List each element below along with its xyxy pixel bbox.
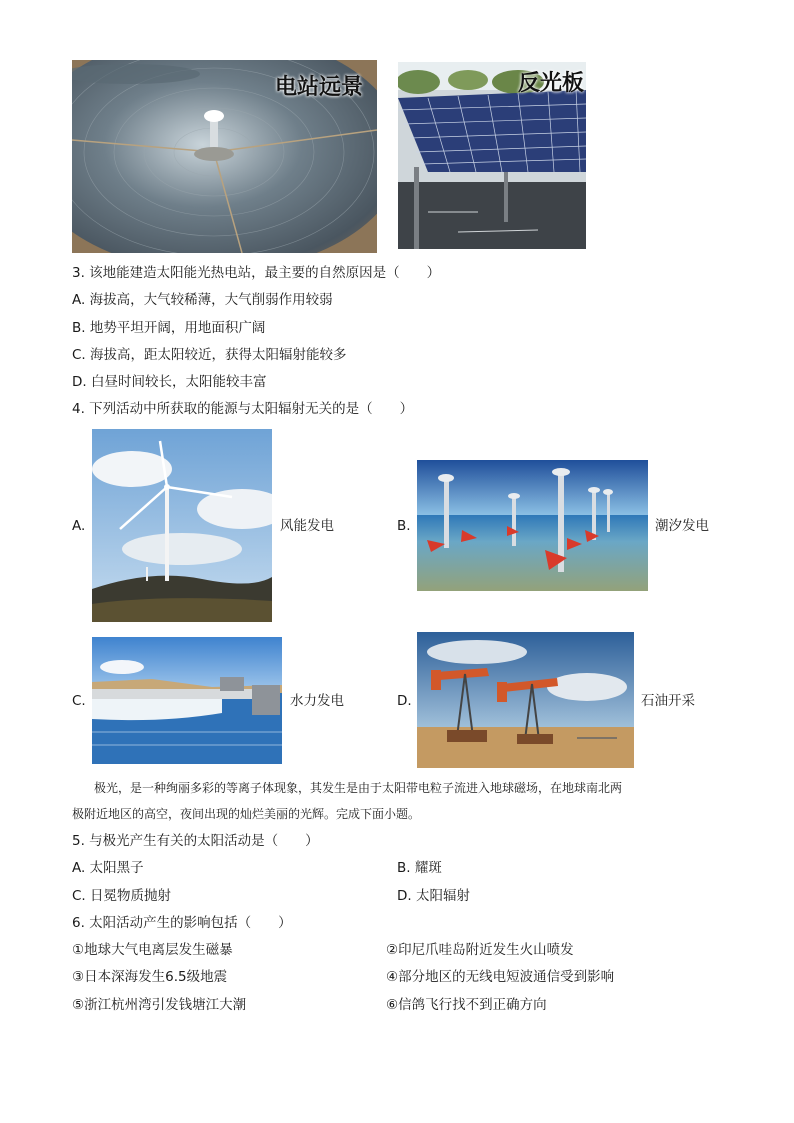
q4-option-d-letter: D.: [397, 693, 412, 709]
q4-option-c-label: 水力发电: [290, 693, 344, 709]
q5-option-a: A. 太阳黑子: [72, 860, 144, 876]
q4-option-a-letter: A.: [72, 518, 86, 534]
q6-item-5: ⑤浙江杭州湾引发钱塘江大潮: [72, 997, 247, 1013]
q4-option-b-label: 潮汐发电: [655, 518, 709, 534]
solar-panel-photo: [398, 62, 586, 249]
q3-option-a: A. 海拔高，大气较稀薄，大气削弱作用较弱: [72, 292, 333, 308]
q4-option-d-label: 石油开采: [641, 693, 695, 709]
q4-stem: 4. 下列活动中所获取的能源与太阳辐射无关的是（ ）: [72, 401, 414, 417]
q6-stem: 6. 太阳活动产生的影响包括（ ）: [72, 915, 292, 931]
q3-stem: 3. 该地能建造太阳能光热电站，最主要的自然原因是（ ）: [72, 265, 441, 281]
passage-line-1: 极光，是一种绚丽多彩的等离子体现象，其发生是由于太阳带电粒子流进入地球磁场，在地球南北两: [94, 781, 623, 795]
oil-pump-photo: [417, 632, 634, 768]
solar-station-photo: [72, 60, 377, 253]
tidal-power-photo: [417, 460, 648, 591]
q6-item-6: ⑥信鸽飞行找不到正确方向: [386, 997, 547, 1013]
q5-option-d: D. 太阳辐射: [397, 888, 470, 904]
q4-option-c-letter: C.: [72, 693, 86, 709]
q4-option-a-label: 风能发电: [280, 518, 334, 534]
q5-stem: 5. 与极光产生有关的太阳活动是（ ）: [72, 833, 319, 849]
q6-item-1: ①地球大气电离层发生磁暴: [72, 942, 233, 958]
q5-option-c: C. 日冕物质抛射: [72, 888, 172, 904]
q6-item-4: ④部分地区的无线电短波通信受到影响: [386, 969, 615, 985]
hydropower-dam-photo: [92, 637, 282, 764]
q6-item-2: ②印尼爪哇岛附近发生火山喷发: [386, 942, 574, 958]
passage-line-2: 极附近地区的高空，夜间出现的灿烂美丽的光辉。完成下面小题。: [72, 807, 421, 821]
q5-option-b: B. 耀斑: [397, 860, 442, 876]
q4-option-b-letter: B.: [397, 518, 411, 534]
wind-turbine-photo: [92, 429, 272, 622]
q3-option-d: D. 白昼时间较长，太阳能较丰富: [72, 374, 267, 390]
panel-caption: 反光板: [517, 71, 584, 96]
station-caption: 电站远景: [274, 75, 363, 100]
q3-option-c: C. 海拔高，距太阳较近，获得太阳辐射能较多: [72, 347, 347, 363]
q3-option-b: B. 地势平坦开阔，用地面积广阔: [72, 320, 266, 336]
q6-item-3: ③日本深海发生6.5级地震: [72, 969, 228, 985]
